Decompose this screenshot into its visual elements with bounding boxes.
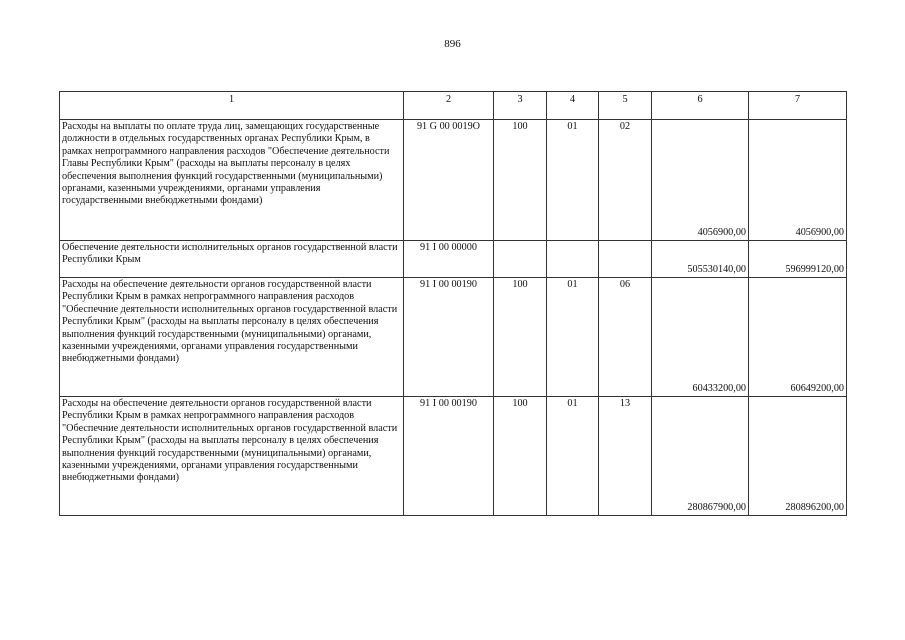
column-header: 2 [404, 92, 494, 120]
expense-name: Обеспечение деятельности исполнительных органов государственной власти Республики Крым [60, 241, 404, 278]
subsection-code [599, 241, 652, 278]
amount-col7: 596999120,00 [749, 241, 847, 278]
expense-name: Расходы на обеспечение деятельности органов государственной власти Республики Крым в рамках непрограммного направления расходов "Обеспечние деятельности исполнительных органов государственной власти Республики Крым" (расходы на выплаты персоналу в целях обеспечения выполнения функций государственными (муниципальными) органами, казенными учреждениями, органами управления государственными внебюджетными фондами) [60, 278, 404, 397]
column-header: 4 [547, 92, 599, 120]
amount-col6: 505530140,00 [652, 241, 749, 278]
budget-table [59, 91, 847, 516]
table-row [60, 278, 847, 397]
table-row [60, 241, 847, 278]
amount-col6: 4056900,00 [652, 120, 749, 241]
expense-type-code [494, 241, 547, 278]
amount-col6: 60433200,00 [652, 278, 749, 397]
expense-type-code: 100 [494, 120, 547, 241]
column-header: 7 [749, 92, 847, 120]
section-code [547, 241, 599, 278]
amount-col7: 280896200,00 [749, 397, 847, 516]
expense-type-code: 100 [494, 397, 547, 516]
section-code: 01 [547, 120, 599, 241]
amount-col7: 4056900,00 [749, 120, 847, 241]
expense-type-code: 100 [494, 278, 547, 397]
target-code: 91 I 00 00190 [404, 278, 494, 397]
target-code: 91 I 00 00190 [404, 397, 494, 516]
amount-col6: 280867900,00 [652, 397, 749, 516]
table-row [60, 397, 847, 516]
page-number: 896 [444, 38, 461, 50]
subsection-code: 13 [599, 397, 652, 516]
expense-name: Расходы на обеспечение деятельности органов государственной власти Республики Крым в рамках непрограммного направления расходов "Обеспечние деятельности исполнительных органов государственной власти Республики Крым" (расходы на выплаты персоналу в целях обеспечения выполнения функций государственными (муниципальными) органами, казенными учреждениями, органами управления государственными внебюджетными фондами) [60, 397, 404, 516]
table-header-row [60, 92, 847, 120]
table-row [60, 120, 847, 241]
column-header: 1 [60, 92, 404, 120]
column-header: 5 [599, 92, 652, 120]
column-header: 3 [494, 92, 547, 120]
target-code: 91 G 00 0019O [404, 120, 494, 241]
subsection-code: 06 [599, 278, 652, 397]
target-code: 91 I 00 00000 [404, 241, 494, 278]
section-code: 01 [547, 278, 599, 397]
column-header: 6 [652, 92, 749, 120]
subsection-code: 02 [599, 120, 652, 241]
section-code: 01 [547, 397, 599, 516]
expense-name: Расходы на выплаты по оплате труда лиц, замещающих государственные должности в отдельных государственных органах Республики Крым, в рамках непрограммного направления расходов "Обеспечение деятельности Главы Республики Крым" (расходы на выплаты персоналу в целях обеспечения выполнения функций государственными (муниципальными) органами, казенными учреждениями, органами управления государственными внебюджетными фондами) [60, 120, 404, 241]
amount-col7: 60649200,00 [749, 278, 847, 397]
